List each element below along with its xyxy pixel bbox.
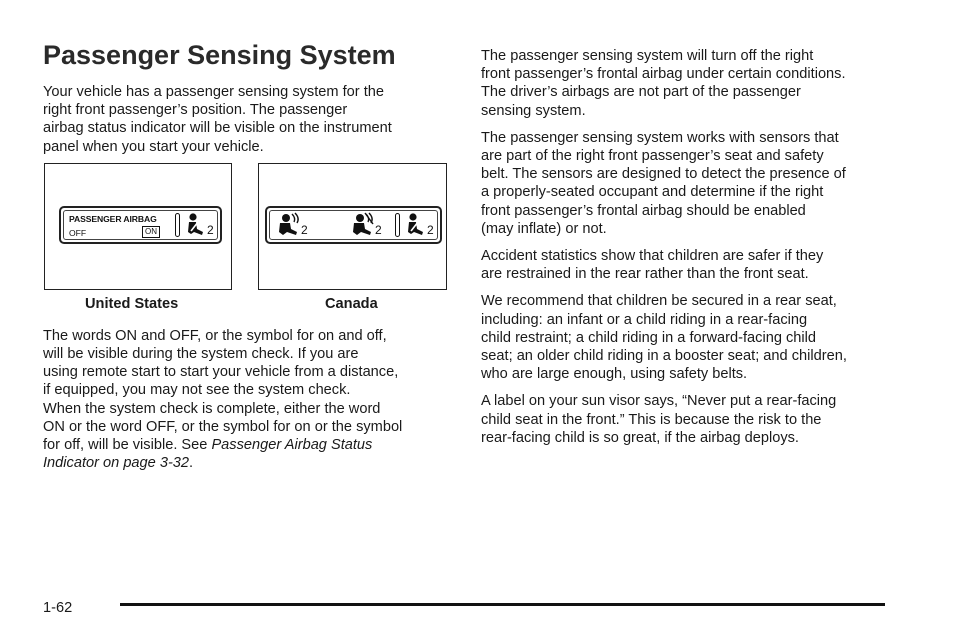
symbol-number: 2: [301, 223, 308, 237]
text-line: A label on your sun visor says, “Never put a rear-facing: [481, 393, 837, 410]
text-line: airbag status indicator will be visible on the instrument: [43, 120, 392, 137]
airbag-on-symbol-icon: [277, 212, 301, 238]
text-line: The words ON and OFF, or the symbol for on and off,: [43, 327, 387, 344]
system-check-paragraph: [43, 327, 443, 473]
symbol-number: 2: [427, 223, 434, 237]
symbol-number: 2: [207, 223, 214, 237]
passenger-airbag-label: PASSENGER AIRBAG: [69, 214, 157, 224]
canada-airbag-indicator-panel: [265, 206, 442, 244]
body-paragraph: [481, 392, 899, 447]
text-line: We recommend that children be secured in a rear seat,: [481, 293, 837, 310]
canada-figure-caption: Canada: [325, 296, 378, 312]
symbol-number: 2: [375, 223, 382, 237]
text-line: belt. The sensors are designed to detect the presence of: [481, 166, 846, 183]
text-line: rear-facing child is so great, if the airbag deploys.: [481, 429, 799, 446]
text-fragment: .: [189, 455, 194, 472]
body-paragraph: [481, 247, 899, 283]
seated-passenger-icon: [185, 212, 207, 238]
text-line: seat; an older child riding in a booster seat; and children,: [481, 348, 847, 365]
text-line: including: an infant or a child riding in a rear-facing: [481, 311, 808, 328]
text-line: right front passenger’s position. The passenger: [43, 102, 348, 119]
text-line: [43, 454, 443, 472]
cross-reference-link-part2[interactable]: Indicator on page 3-32: [43, 455, 190, 472]
body-paragraph: [481, 129, 899, 238]
text-line: The passenger sensing system will turn off the right: [481, 48, 814, 64]
us-indicator-figure: [44, 163, 232, 290]
indicator-lamp-icon: [395, 213, 400, 237]
us-airbag-indicator-panel: [59, 206, 222, 244]
text-line: front passenger’s frontal airbag under certain conditions.: [481, 66, 846, 83]
text-line: (may inflate) or not.: [481, 220, 607, 237]
footer-rule: [120, 603, 885, 606]
text-line: front passenger’s frontal airbag should be enabled: [481, 202, 806, 219]
page-title: Passenger Sensing System: [43, 40, 396, 70]
text-line: Accident statistics show that children are safer if they: [481, 248, 824, 265]
text-line: panel when you start your vehicle.: [43, 138, 264, 155]
text-line: are part of the right front passenger’s seat and safety: [481, 148, 824, 165]
on-label: ON: [142, 226, 160, 238]
text-line: will be visible during the system check. If you are: [43, 346, 359, 363]
text-line: are restrained in the rear rather than the front seat.: [481, 266, 809, 283]
text-line: if equipped, you may not see the system check.: [43, 382, 351, 399]
body-paragraph: [481, 47, 899, 120]
text-line: [43, 436, 443, 454]
text-line: When the system check is complete, either the word: [43, 400, 381, 417]
body-paragraph: [481, 292, 899, 383]
canada-indicator-figure: [258, 163, 447, 290]
text-line: sensing system.: [481, 102, 586, 119]
text-line: a properly-seated occupant and determine if the right: [481, 184, 824, 201]
text-line: child seat in the front.” This is because the risk to the: [481, 411, 822, 428]
page-number: 1-62: [43, 600, 73, 616]
off-label: OFF: [69, 228, 87, 238]
airbag-off-symbol-icon: [351, 212, 375, 238]
indicator-lamp-icon: [175, 213, 180, 237]
text-line: using remote start to start your vehicle from a distance,: [43, 364, 399, 381]
text-line: child restraint; a child riding in a forward-facing child: [481, 329, 817, 346]
cross-reference-link-part1[interactable]: Passenger Airbag Status: [211, 437, 373, 454]
us-figure-caption: United States: [85, 296, 179, 312]
text-fragment: for off, will be visible. See: [43, 437, 212, 454]
seated-passenger-icon: [405, 212, 427, 238]
text-line: The driver’s airbags are not part of the passenger: [481, 84, 801, 101]
intro-paragraph: [43, 83, 443, 156]
text-line: The passenger sensing system works with sensors that: [481, 129, 839, 146]
text-line: Your vehicle has a passenger sensing system for the: [43, 84, 384, 100]
right-column: [481, 47, 899, 456]
text-line: who are large enough, using safety belts.: [481, 366, 748, 383]
text-line: ON or the word OFF, or the symbol for on or the symbol: [43, 418, 403, 435]
